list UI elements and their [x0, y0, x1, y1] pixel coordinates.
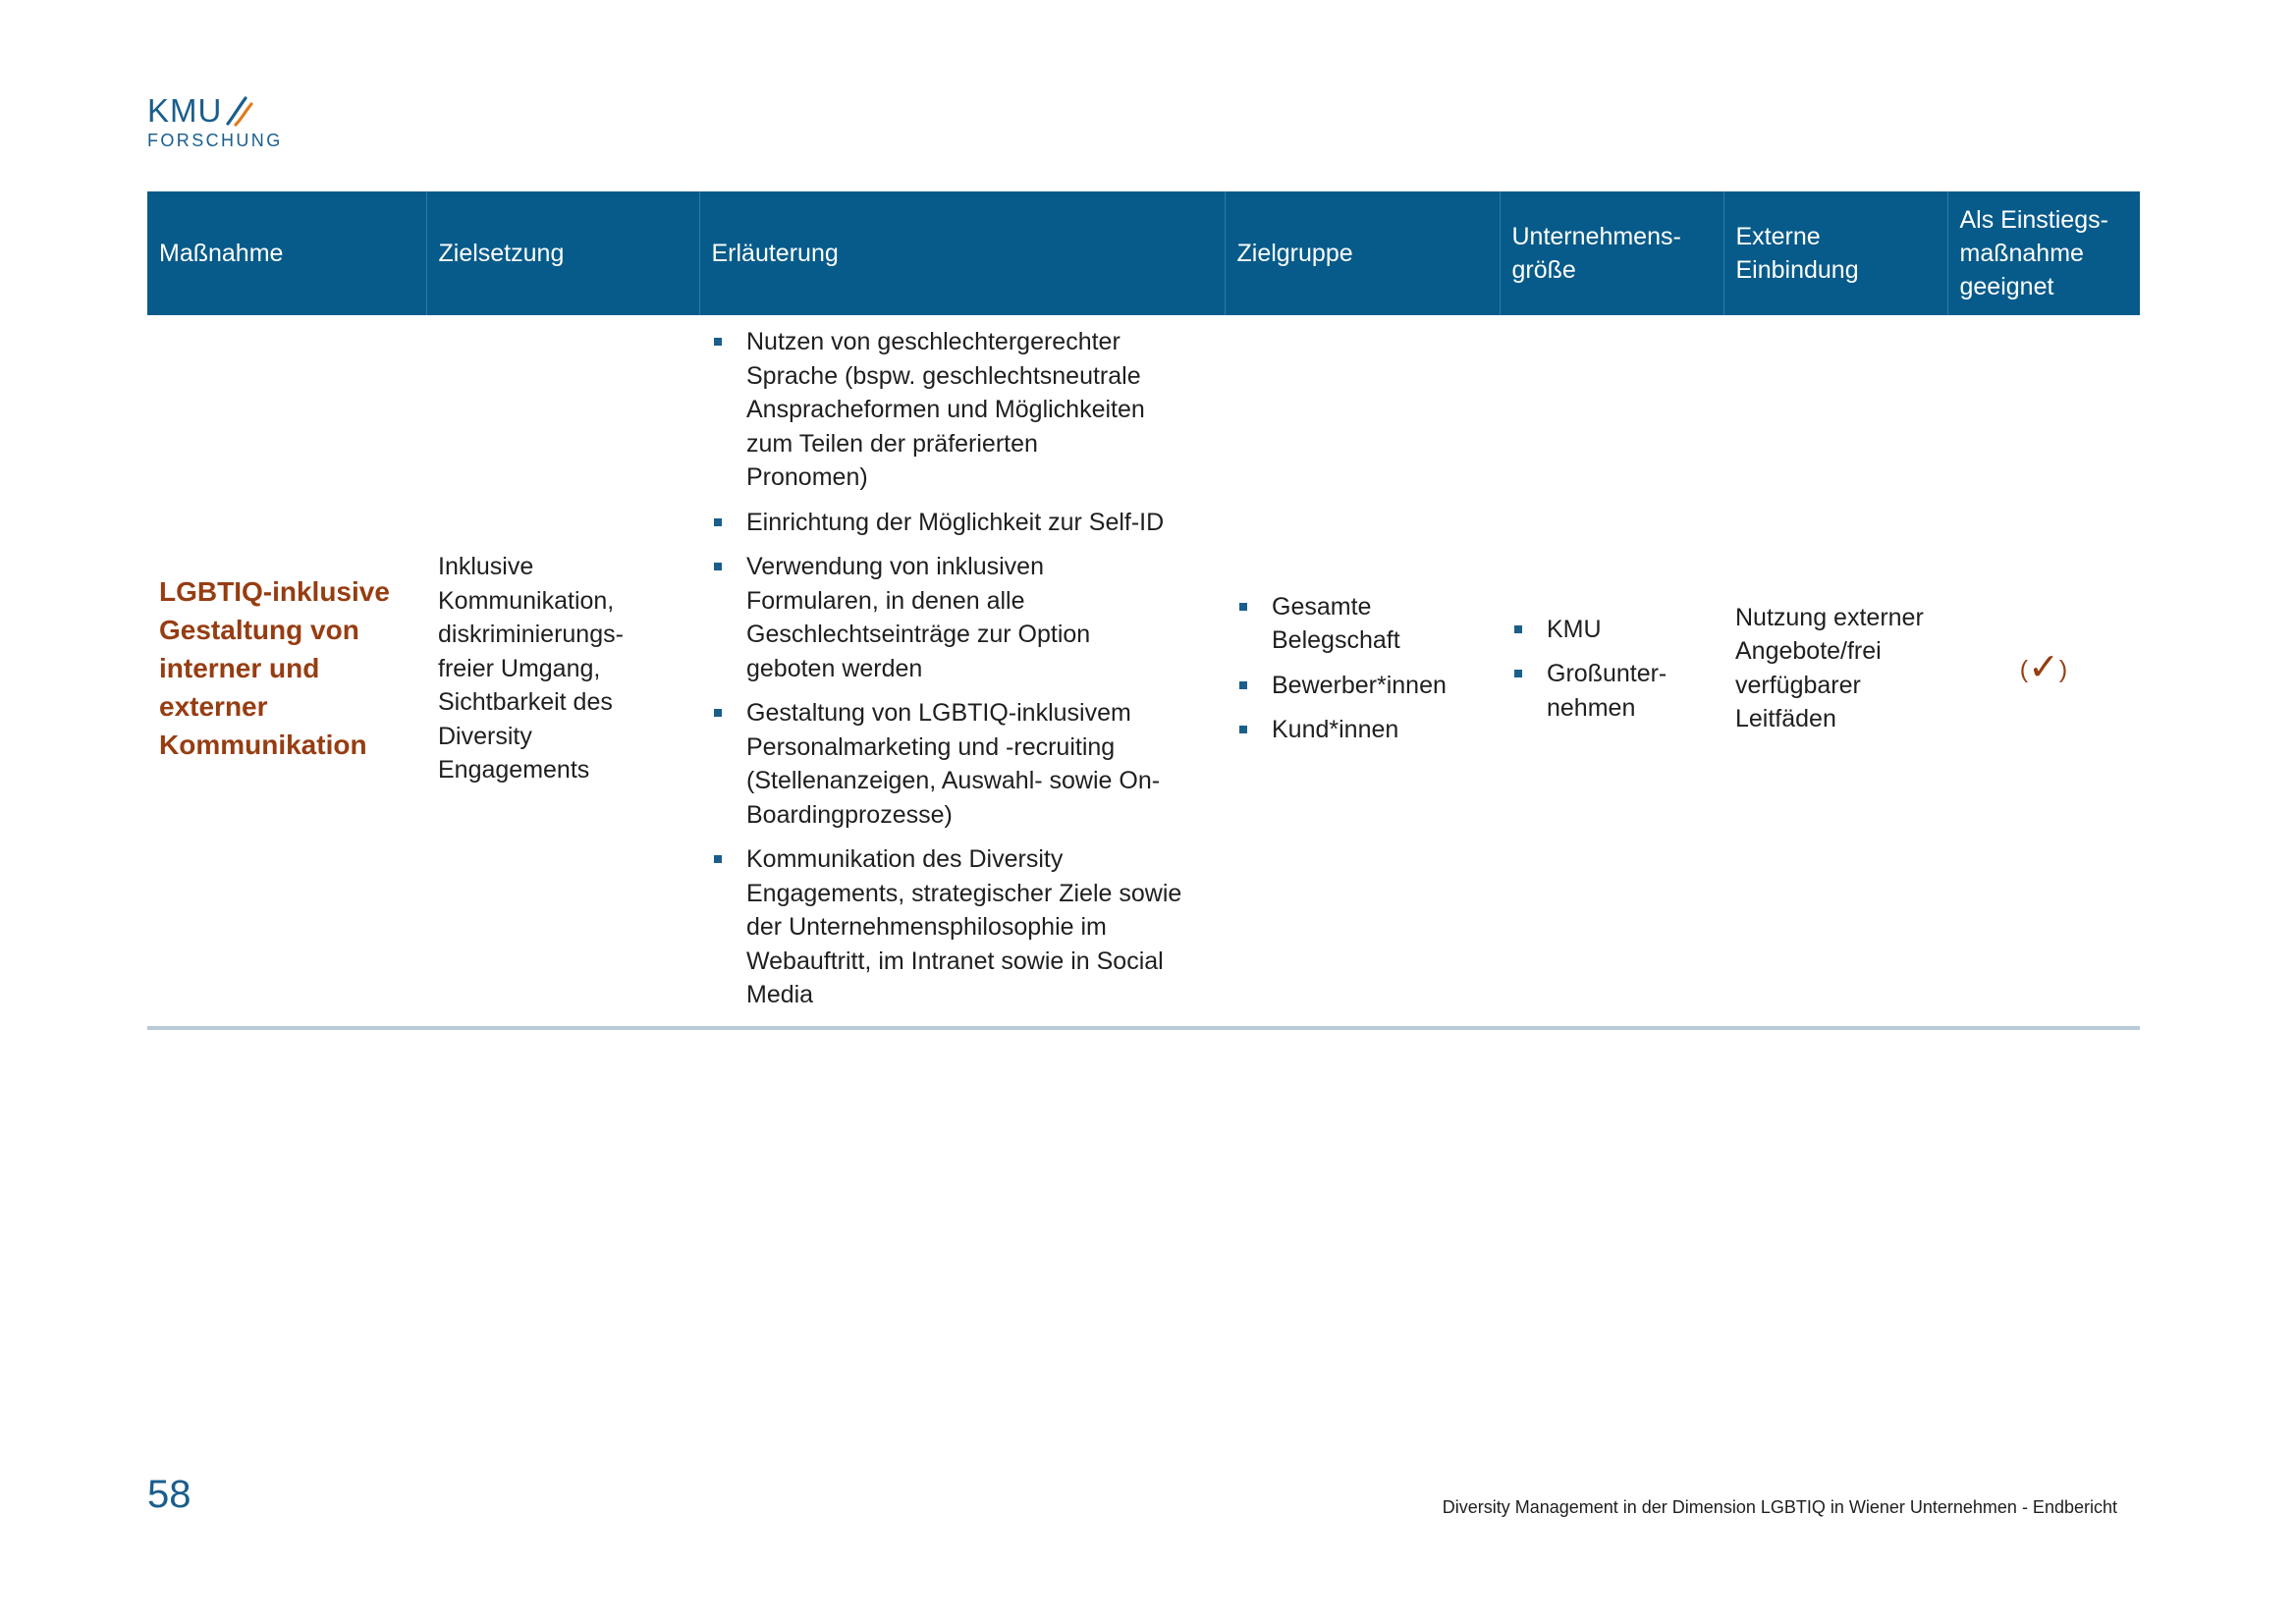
header-einstieg [1947, 191, 2140, 315]
paren-close: ) [2058, 655, 2068, 683]
erlaeuterung-list [699, 325, 1213, 1012]
list-item: Einrichtung der Möglichkeit zur Self-ID [699, 506, 1213, 540]
header-zielgruppe-label: Zielgruppe [1236, 240, 1353, 267]
header-zielsetzung [426, 191, 699, 315]
header-massnahme [147, 191, 426, 315]
header-zielsetzung-label: Zielsetzung [438, 240, 565, 267]
list-item: Kommunikation des Diversity Engagements, strategischer Ziele sowie der Unternehmensphilosophie im Webauftritt, im Intranet sowie in Social Media [699, 842, 1213, 1012]
header-externe-einbindung [1723, 191, 1947, 315]
header-erlaeuterung [699, 191, 1225, 315]
table-header-row [147, 191, 2140, 315]
footer-title: Diversity Management in der Dimension LGBTIQ in Wiener Unternehmen - Endbericht [1442, 1497, 2117, 1517]
list-item: Kund*innen [1225, 713, 1488, 747]
checkmark-icon: ✓ [2028, 646, 2059, 688]
logo-secondary-text: FORSCHUNG [147, 131, 283, 150]
einstieg-indicator [2019, 646, 2068, 688]
header-zielgruppe [1225, 191, 1500, 315]
massnahme-title: LGBTIQ-inklusive Gestaltung von interner und externer Kommunikation [159, 576, 390, 761]
header-unternehmensgroesse-label: Unternehmens- größe [1511, 223, 1681, 284]
list-item: Bewerber*innen [1225, 669, 1488, 703]
paren-open: ( [2019, 655, 2029, 683]
header-unternehmensgroesse [1500, 191, 1723, 315]
logo-primary-text: KMU [147, 92, 223, 129]
header-einstieg-label: Als Einstiegs- maßnahme geeignet [1959, 206, 2108, 300]
page-number: 58 [147, 1473, 191, 1516]
zielsetzung-text: Inklusive Kommunikation, diskriminierungs- freier Umgang, Sichtbarkeit des Diversity Engagements [438, 553, 624, 784]
cell-massnahme [147, 315, 426, 1028]
cell-zielsetzung [426, 315, 699, 1028]
list-item: Nutzen von geschlechtergerechter Sprache (bspw. geschlechtsneutrale Anspracheformen und Möglichkeiten zum Teilen der präferierten Pronomen) [699, 325, 1213, 495]
header-erlaeuterung-label: Erläuterung [711, 240, 839, 267]
cell-zielgruppe [1225, 315, 1500, 1028]
zielgruppe-list [1225, 590, 1488, 747]
list-item: Großunter- nehmen [1500, 657, 1712, 725]
header-massnahme-label: Maßnahme [159, 240, 284, 267]
cell-externe-einbindung [1723, 315, 1947, 1028]
logo-swoosh-icon [224, 94, 253, 128]
table-row [147, 315, 2140, 1028]
kmu-forschung-logo [147, 94, 285, 157]
header-externe-einbindung-label: Externe Einbindung [1735, 223, 1859, 284]
list-item: Gesamte Belegschaft [1225, 590, 1488, 658]
measures-table [147, 191, 2140, 1030]
list-item: Gestaltung von LGBTIQ-inklusivem Personalmarketing und -recruiting (Stellenanzeigen, Auswahl- sowie On- Boardingprozesse) [699, 696, 1213, 832]
externe-einbindung-text: Nutzung externer Angebote/frei verfügbarer Leitfäden [1735, 603, 1924, 733]
list-item: Verwendung von inklusiven Formularen, in denen alle Geschlechtseinträge zur Option geboten werden [699, 550, 1213, 685]
unternehmensgroesse-list [1500, 613, 1712, 726]
list-item: KMU [1500, 613, 1712, 647]
cell-einstieg [1947, 315, 2140, 1028]
cell-unternehmensgroesse [1500, 315, 1723, 1028]
cell-erlaeuterung [699, 315, 1225, 1028]
